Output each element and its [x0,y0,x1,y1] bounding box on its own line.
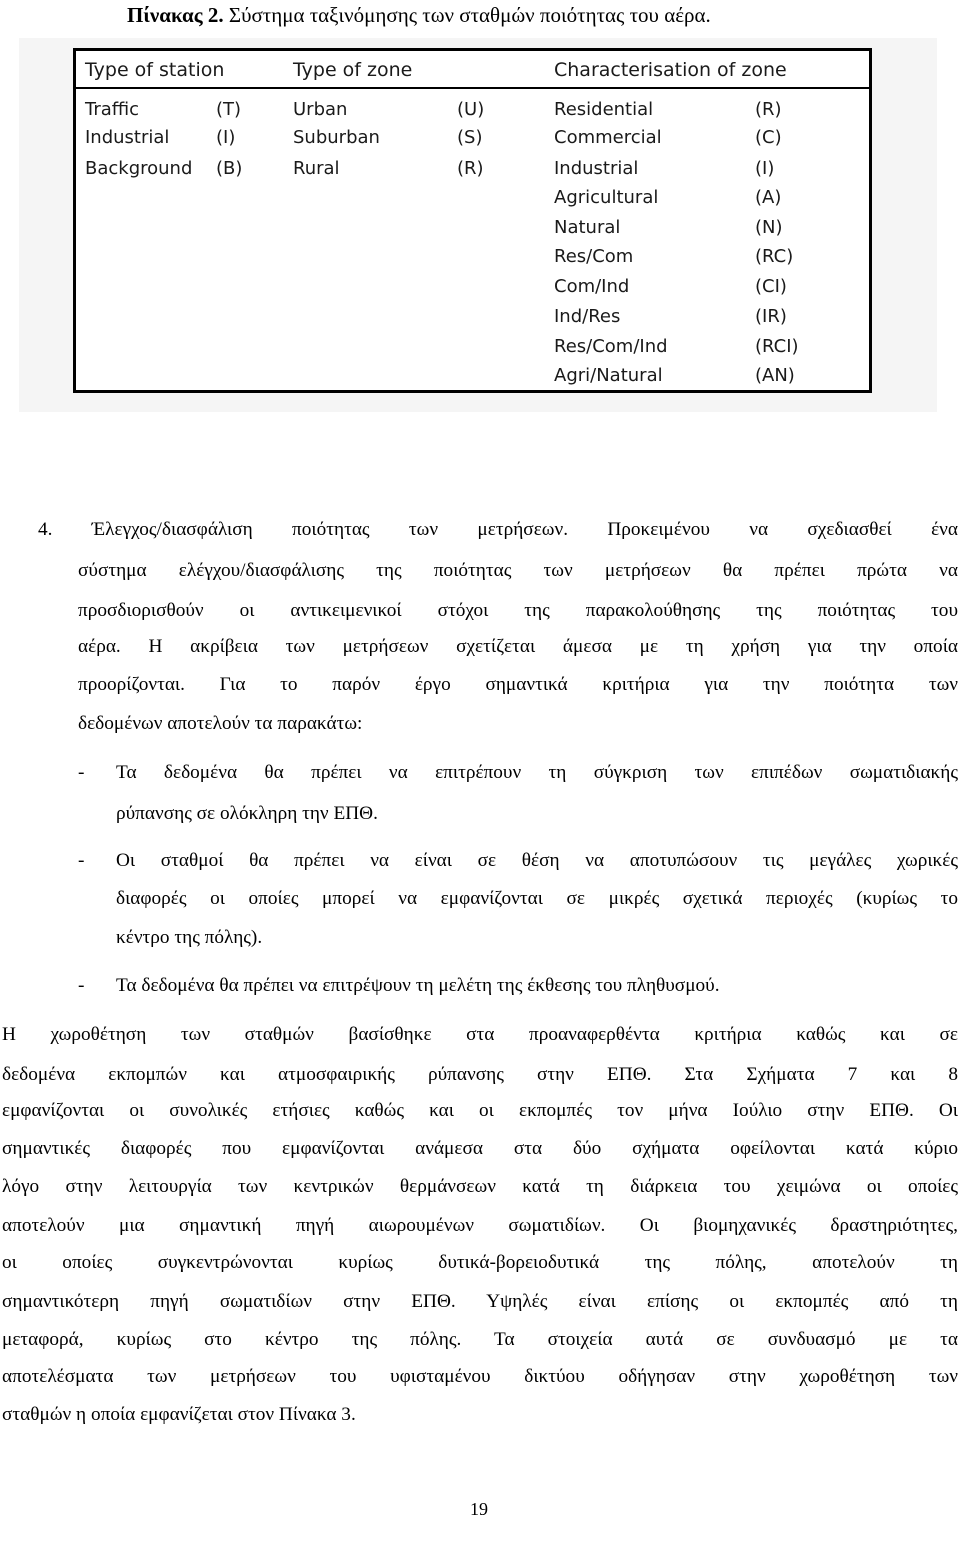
header-characterisation-of-zone: Characterisation of zone [554,59,787,81]
caption-text: Σύστημα ταξινόμησης των σταθμών ποιότητας του αέρα. [228,3,711,27]
text-line: 4. Έλεγχος/διασφάλιση ποιότητας των μετρήσεων. Προκειμένου να σχεδιασθεί ένα [38,519,958,540]
zone-type-code: (R) [457,158,484,179]
station-type-name: Traffic [85,99,140,120]
text-line: Η χωροθέτηση των σταθμών βασίσθηκε στα προαναφερθέντα κριτήρια καθώς και σε [2,1024,958,1045]
zone-type-code: (U) [457,99,485,120]
text-line: σημαντικότερη πηγή σωματιδίων στην ΕΠΘ. Υψηλές είναι επίσης οι εκπομπές από τη [2,1291,958,1312]
table-caption [127,1,711,29]
text-line: αέρα. Η ακρίβεια των μετρήσεων σχετίζεται άμεσα με τη χρήση για την οποία [78,636,958,657]
station-type-name: Industrial [85,127,170,148]
zone-characterisation-name: Commercial [554,127,662,148]
zone-characterisation-name: Natural [554,217,621,238]
text-line: λόγο στην λειτουργία των κεντρικών θερμάνσεων κατά τη διάρκεια του χειμώνα οι οποίες [2,1176,958,1197]
text-line: δεδομένα εκπομπών και ατμοσφαιρικής ρύπανσης στην ΕΠΘ. Στα Σχήματα 7 και 8 [2,1064,958,1085]
zone-characterisation-code: (RCI) [755,336,799,357]
text-line: μεταφορά, κυρίως στο κέντρο της πόλης. Τα στοιχεία αυτά σε συνδυασμό με τα [2,1329,958,1350]
zone-characterisation-name: Com/Ind [554,276,630,297]
zone-characterisation-name: Industrial [554,158,639,179]
zone-characterisation-code: (RC) [755,246,794,267]
zone-characterisation-name: Agricultural [554,187,659,208]
zone-type-code: (S) [457,127,483,148]
text-line: προορίζονται. Για το παρόν έργο σημαντικά κριτήρια για την ποιότητα των [78,674,958,695]
text-line: αποτελούν μια σημαντική πηγή αιωρουμένων σωματιδίων. Οι βιομηχανικές δραστηριότητες, [2,1215,958,1236]
zone-type-name: Rural [293,158,340,179]
list-item-line: Οι σταθμοί θα πρέπει να είναι σε θέση να αποτυπώσουν τις μεγάλες χωρικές [116,850,958,871]
zone-characterisation-code: (CI) [755,276,787,297]
zone-characterisation-code: (C) [755,127,782,148]
station-classification-table [73,48,872,393]
station-type-code: (T) [216,99,242,120]
station-type-code: (B) [216,158,243,179]
list-item-line: Τα δεδομένα θα πρέπει να επιτρέψουν τη μελέτη της έκθεσης του πληθυσμού. [116,975,720,996]
text-line: σύστημα ελέγχου/διασφάλισης της ποιότητας των μετρήσεων θα πρέπει πρώτα να [78,560,958,581]
zone-characterisation-code: (R) [755,99,782,120]
list-item-line: διαφορές οι οποίες μπορεί να εμφανίζονται σε μικρές σχετικά περιοχές (κυρίως το [116,888,958,909]
station-type-code: (I) [216,127,236,148]
header-type-of-station: Type of station [85,59,225,81]
zone-characterisation-code: (AN) [755,365,795,386]
zone-characterisation-code: (IR) [755,306,787,327]
zone-characterisation-name: Res/Com/Ind [554,336,668,357]
list-item-line: Τα δεδομένα θα πρέπει να επιτρέπουν τη σύγκριση των επιπέδων σωματιδιακής [116,762,958,783]
zone-characterisation-code: (A) [755,187,782,208]
zone-characterisation-code: (I) [755,158,775,179]
station-classification-figure [19,38,937,412]
zone-characterisation-name: Res/Com [554,246,634,267]
list-item-line: ρύπανσης σε ολόκληρη την ΕΠΘ. [116,803,378,824]
zone-type-name: Urban [293,99,348,120]
text-line: σημαντικές διαφορές που εμφανίζονται ανάμεσα στα δύο σχήματα οφείλονται κατά κύριο [2,1138,958,1159]
list-item-line: κέντρο της πόλης). [116,927,263,948]
zone-characterisation-name: Agri/Natural [554,365,663,386]
header-type-of-zone: Type of zone [293,59,413,81]
page-number: 19 [470,1499,488,1519]
station-type-name: Background [85,158,193,179]
header-rule [76,87,869,89]
zone-characterisation-name: Residential [554,99,654,120]
bullet-dash: - [78,762,85,783]
bullet-dash: - [78,975,85,996]
text-line: εμφανίζονται οι συνολικές ετήσιες καθώς και οι εκπομπές τον μήνα Ιούλιο στην ΕΠΘ. Οι [2,1100,958,1121]
bullet-dash: - [78,850,85,871]
text-line: σταθμών η οποία εμφανίζεται στον Πίνακα 3. [2,1404,356,1425]
text-line: δεδομένων αποτελούν τα παρακάτω: [78,713,363,734]
zone-characterisation-code: (N) [755,217,783,238]
text-line: προσδιορισθούν οι αντικειμενικοί στόχοι της παρακολούθησης της ποιότητας του [78,600,958,621]
zone-characterisation-name: Ind/Res [554,306,621,327]
text-line: οι οποίες συγκεντρώνονται κυρίως δυτικά-βορειοδυτικά της πόλης, αποτελούν τη [2,1252,958,1273]
caption-label: Πίνακας 2. [127,3,224,27]
zone-type-name: Suburban [293,127,380,148]
text-line: αποτελέσματα των μετρήσεων του υφισταμένου δικτύου οδήγησαν στην χωροθέτηση των [2,1366,958,1387]
